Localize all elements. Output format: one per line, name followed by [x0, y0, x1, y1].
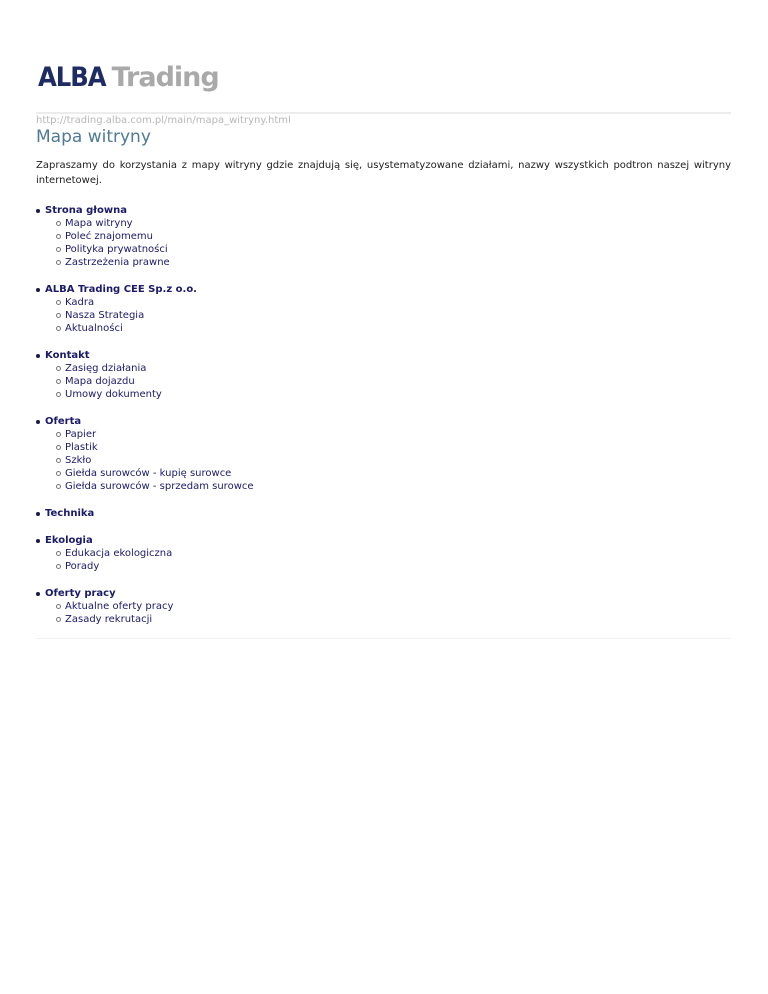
- circle-bullet-icon: [56, 326, 61, 331]
- section-heading: [36, 507, 731, 520]
- subpage-item: [56, 296, 731, 309]
- section-heading: [36, 415, 731, 428]
- header-divider: [36, 112, 731, 114]
- circle-bullet-icon: [56, 221, 61, 226]
- section-link[interactable]: Strona głowna: [45, 205, 127, 216]
- section-link[interactable]: ALBA Trading CEE Sp.z o.o.: [45, 284, 197, 295]
- subpage-item: [56, 560, 731, 573]
- subpage-link[interactable]: Aktualności: [65, 323, 123, 334]
- bullet-icon: [36, 539, 40, 543]
- circle-bullet-icon: [56, 484, 61, 489]
- bullet-icon: [36, 592, 40, 596]
- subpage-link[interactable]: Papier: [65, 429, 97, 440]
- subpage-item: [56, 256, 731, 269]
- bullet-icon: [36, 512, 40, 516]
- subpage-list: [36, 362, 731, 401]
- sitemap-section: [36, 283, 731, 335]
- subpage-list: [36, 217, 731, 269]
- section-heading: [36, 349, 731, 362]
- subpage-item: [56, 454, 731, 467]
- subpage-item: [56, 428, 731, 441]
- sitemap-section: [36, 507, 731, 520]
- sitemap-section: [36, 534, 731, 573]
- circle-bullet-icon: [56, 379, 61, 384]
- logo-trading-text: Trading: [111, 62, 219, 93]
- circle-bullet-icon: [56, 392, 61, 397]
- subpage-list: [36, 600, 731, 626]
- subpage-list: [36, 428, 731, 493]
- sitemap-list: [36, 204, 731, 640]
- section-heading: [36, 587, 731, 600]
- subpage-link[interactable]: Umowy dokumenty: [65, 389, 162, 400]
- subpage-item: [56, 309, 731, 322]
- bullet-icon: [36, 420, 40, 424]
- subpage-link[interactable]: Giełda surowców - sprzedam surowce: [65, 481, 254, 492]
- logo[interactable]: [38, 62, 219, 94]
- subpage-item: [56, 243, 731, 256]
- subpage-link[interactable]: Edukacja ekologiczna: [65, 548, 173, 559]
- subpage-link[interactable]: Kadra: [65, 297, 95, 308]
- circle-bullet-icon: [56, 366, 61, 371]
- bullet-icon: [36, 288, 40, 292]
- subpage-link[interactable]: Mapa dojazdu: [65, 376, 135, 387]
- circle-bullet-icon: [56, 300, 61, 305]
- subpage-link[interactable]: Polityka prywatności: [65, 244, 168, 255]
- subpage-link[interactable]: Zastrzeżenia prawne: [65, 257, 170, 268]
- sitemap-section: [36, 587, 731, 626]
- intro-text: Zapraszamy do korzystania z mapy witryny gdzie znajdują się, usystematyzowane działami, nazwy wszystkich podtron naszej witryny internetowej.: [36, 160, 731, 186]
- circle-bullet-icon: [56, 247, 61, 252]
- section-link[interactable]: Oferty pracy: [45, 588, 116, 599]
- circle-bullet-icon: [56, 445, 61, 450]
- subpage-list: [36, 296, 731, 335]
- section-link[interactable]: Oferta: [45, 416, 82, 427]
- sitemap-section: [36, 415, 731, 493]
- circle-bullet-icon: [56, 313, 61, 318]
- subpage-link[interactable]: Szkło: [65, 455, 92, 466]
- subpage-item: [56, 467, 731, 480]
- page-title: Mapa witryny: [36, 127, 151, 147]
- subpage-item: [56, 322, 731, 335]
- subpage-item: [56, 375, 731, 388]
- subpage-item: [56, 480, 731, 493]
- section-link[interactable]: Kontakt: [45, 350, 90, 361]
- footer-divider: [36, 638, 731, 639]
- section-heading: [36, 283, 731, 296]
- subpage-link[interactable]: Aktualne oferty pracy: [65, 601, 174, 612]
- circle-bullet-icon: [56, 260, 61, 265]
- subpage-link[interactable]: Nasza Strategia: [65, 310, 145, 321]
- subpage-link[interactable]: Zasady rekrutacji: [65, 614, 153, 625]
- circle-bullet-icon: [56, 234, 61, 239]
- logo-alba-text: ALBA: [38, 62, 106, 93]
- section-heading: [36, 534, 731, 547]
- circle-bullet-icon: [56, 551, 61, 556]
- circle-bullet-icon: [56, 432, 61, 437]
- subpage-item: [56, 388, 731, 401]
- subpage-link[interactable]: Plastik: [65, 442, 98, 453]
- subpage-link[interactable]: Poleć znajomemu: [65, 231, 153, 242]
- bullet-icon: [36, 209, 40, 213]
- subpage-link[interactable]: Giełda surowców - kupię surowce: [65, 468, 232, 479]
- subpage-item: [56, 217, 731, 230]
- sitemap-section: [36, 204, 731, 269]
- subpage-link[interactable]: Porady: [65, 561, 100, 572]
- circle-bullet-icon: [56, 617, 61, 622]
- subpage-link[interactable]: Zasięg działania: [65, 363, 147, 374]
- subpage-item: [56, 441, 731, 454]
- circle-bullet-icon: [56, 604, 61, 609]
- circle-bullet-icon: [56, 458, 61, 463]
- sitemap-section: [36, 349, 731, 401]
- subpage-item: [56, 600, 731, 613]
- circle-bullet-icon: [56, 471, 61, 476]
- section-link[interactable]: Ekologia: [45, 535, 93, 546]
- subpage-item: [56, 230, 731, 243]
- section-heading: [36, 204, 731, 217]
- bullet-icon: [36, 354, 40, 358]
- subpage-item: [56, 362, 731, 375]
- subpage-item: [56, 613, 731, 626]
- subpage-list: [36, 547, 731, 573]
- subpage-link[interactable]: Mapa witryny: [65, 218, 133, 229]
- section-link[interactable]: Technika: [45, 508, 95, 519]
- page-url: http://trading.alba.com.pl/main/mapa_witryny.html: [36, 115, 291, 126]
- subpage-item: [56, 547, 731, 560]
- circle-bullet-icon: [56, 564, 61, 569]
